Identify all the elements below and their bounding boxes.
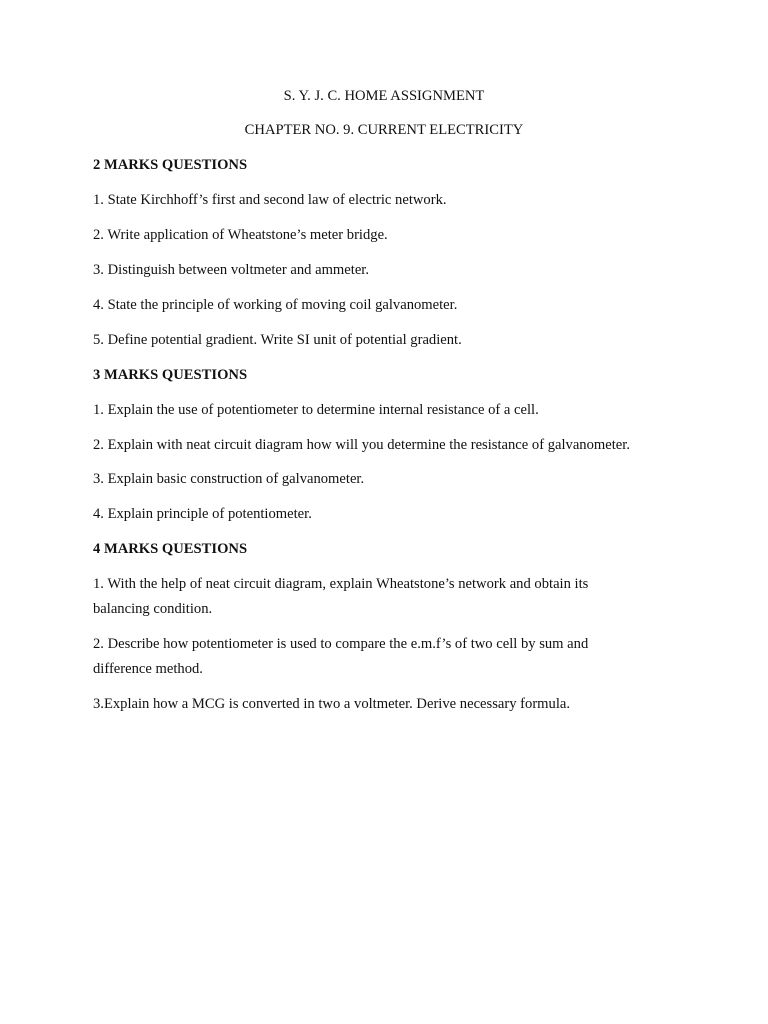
question-3m-4: 4. Explain principle of potentiometer.: [93, 506, 312, 522]
question-2m-5: 5. Define potential gradient. Write SI unit of potential gradient.: [93, 332, 462, 348]
section-heading-4-marks: 4 MARKS QUESTIONS: [93, 541, 248, 557]
question-3m-3: 3. Explain basic construction of galvanometer.: [93, 471, 365, 487]
chapter-title: CHAPTER NO. 9. CURRENT ELECTRICITY: [244, 122, 524, 138]
question-2m-2: 2. Write application of Wheatstone’s meter bridge.: [93, 227, 388, 243]
question-4m-2-line-1: 2. Describe how potentiometer is used to compare the e.m.f’s of two cell by sum and: [93, 636, 589, 652]
question-2m-3: 3. Distinguish between voltmeter and ammeter.: [93, 262, 369, 278]
document-title: S. Y. J. C. HOME ASSIGNMENT: [283, 88, 485, 104]
question-3m-2: 2. Explain with neat circuit diagram how will you determine the resistance of galvanometer.: [93, 437, 630, 453]
question-4m-1-line-2: balancing condition.: [93, 601, 213, 617]
question-3m-1: 1. Explain the use of potentiometer to determine internal resistance of a cell.: [93, 402, 539, 418]
question-4m-1-line-1: 1. With the help of neat circuit diagram, explain Wheatstone’s network and obtain its: [93, 576, 589, 592]
question-2m-1: 1. State Kirchhoff’s first and second law of electric network.: [93, 192, 447, 208]
question-4m-2-line-2: difference method.: [93, 661, 203, 677]
question-4m-3: 3.Explain how a MCG is converted in two a voltmeter. Derive necessary formula.: [93, 696, 571, 712]
question-2m-4: 4. State the principle of working of moving coil galvanometer.: [93, 297, 458, 313]
section-heading-2-marks: 2 MARKS QUESTIONS: [93, 157, 248, 173]
section-heading-3-marks: 3 MARKS QUESTIONS: [93, 367, 248, 383]
